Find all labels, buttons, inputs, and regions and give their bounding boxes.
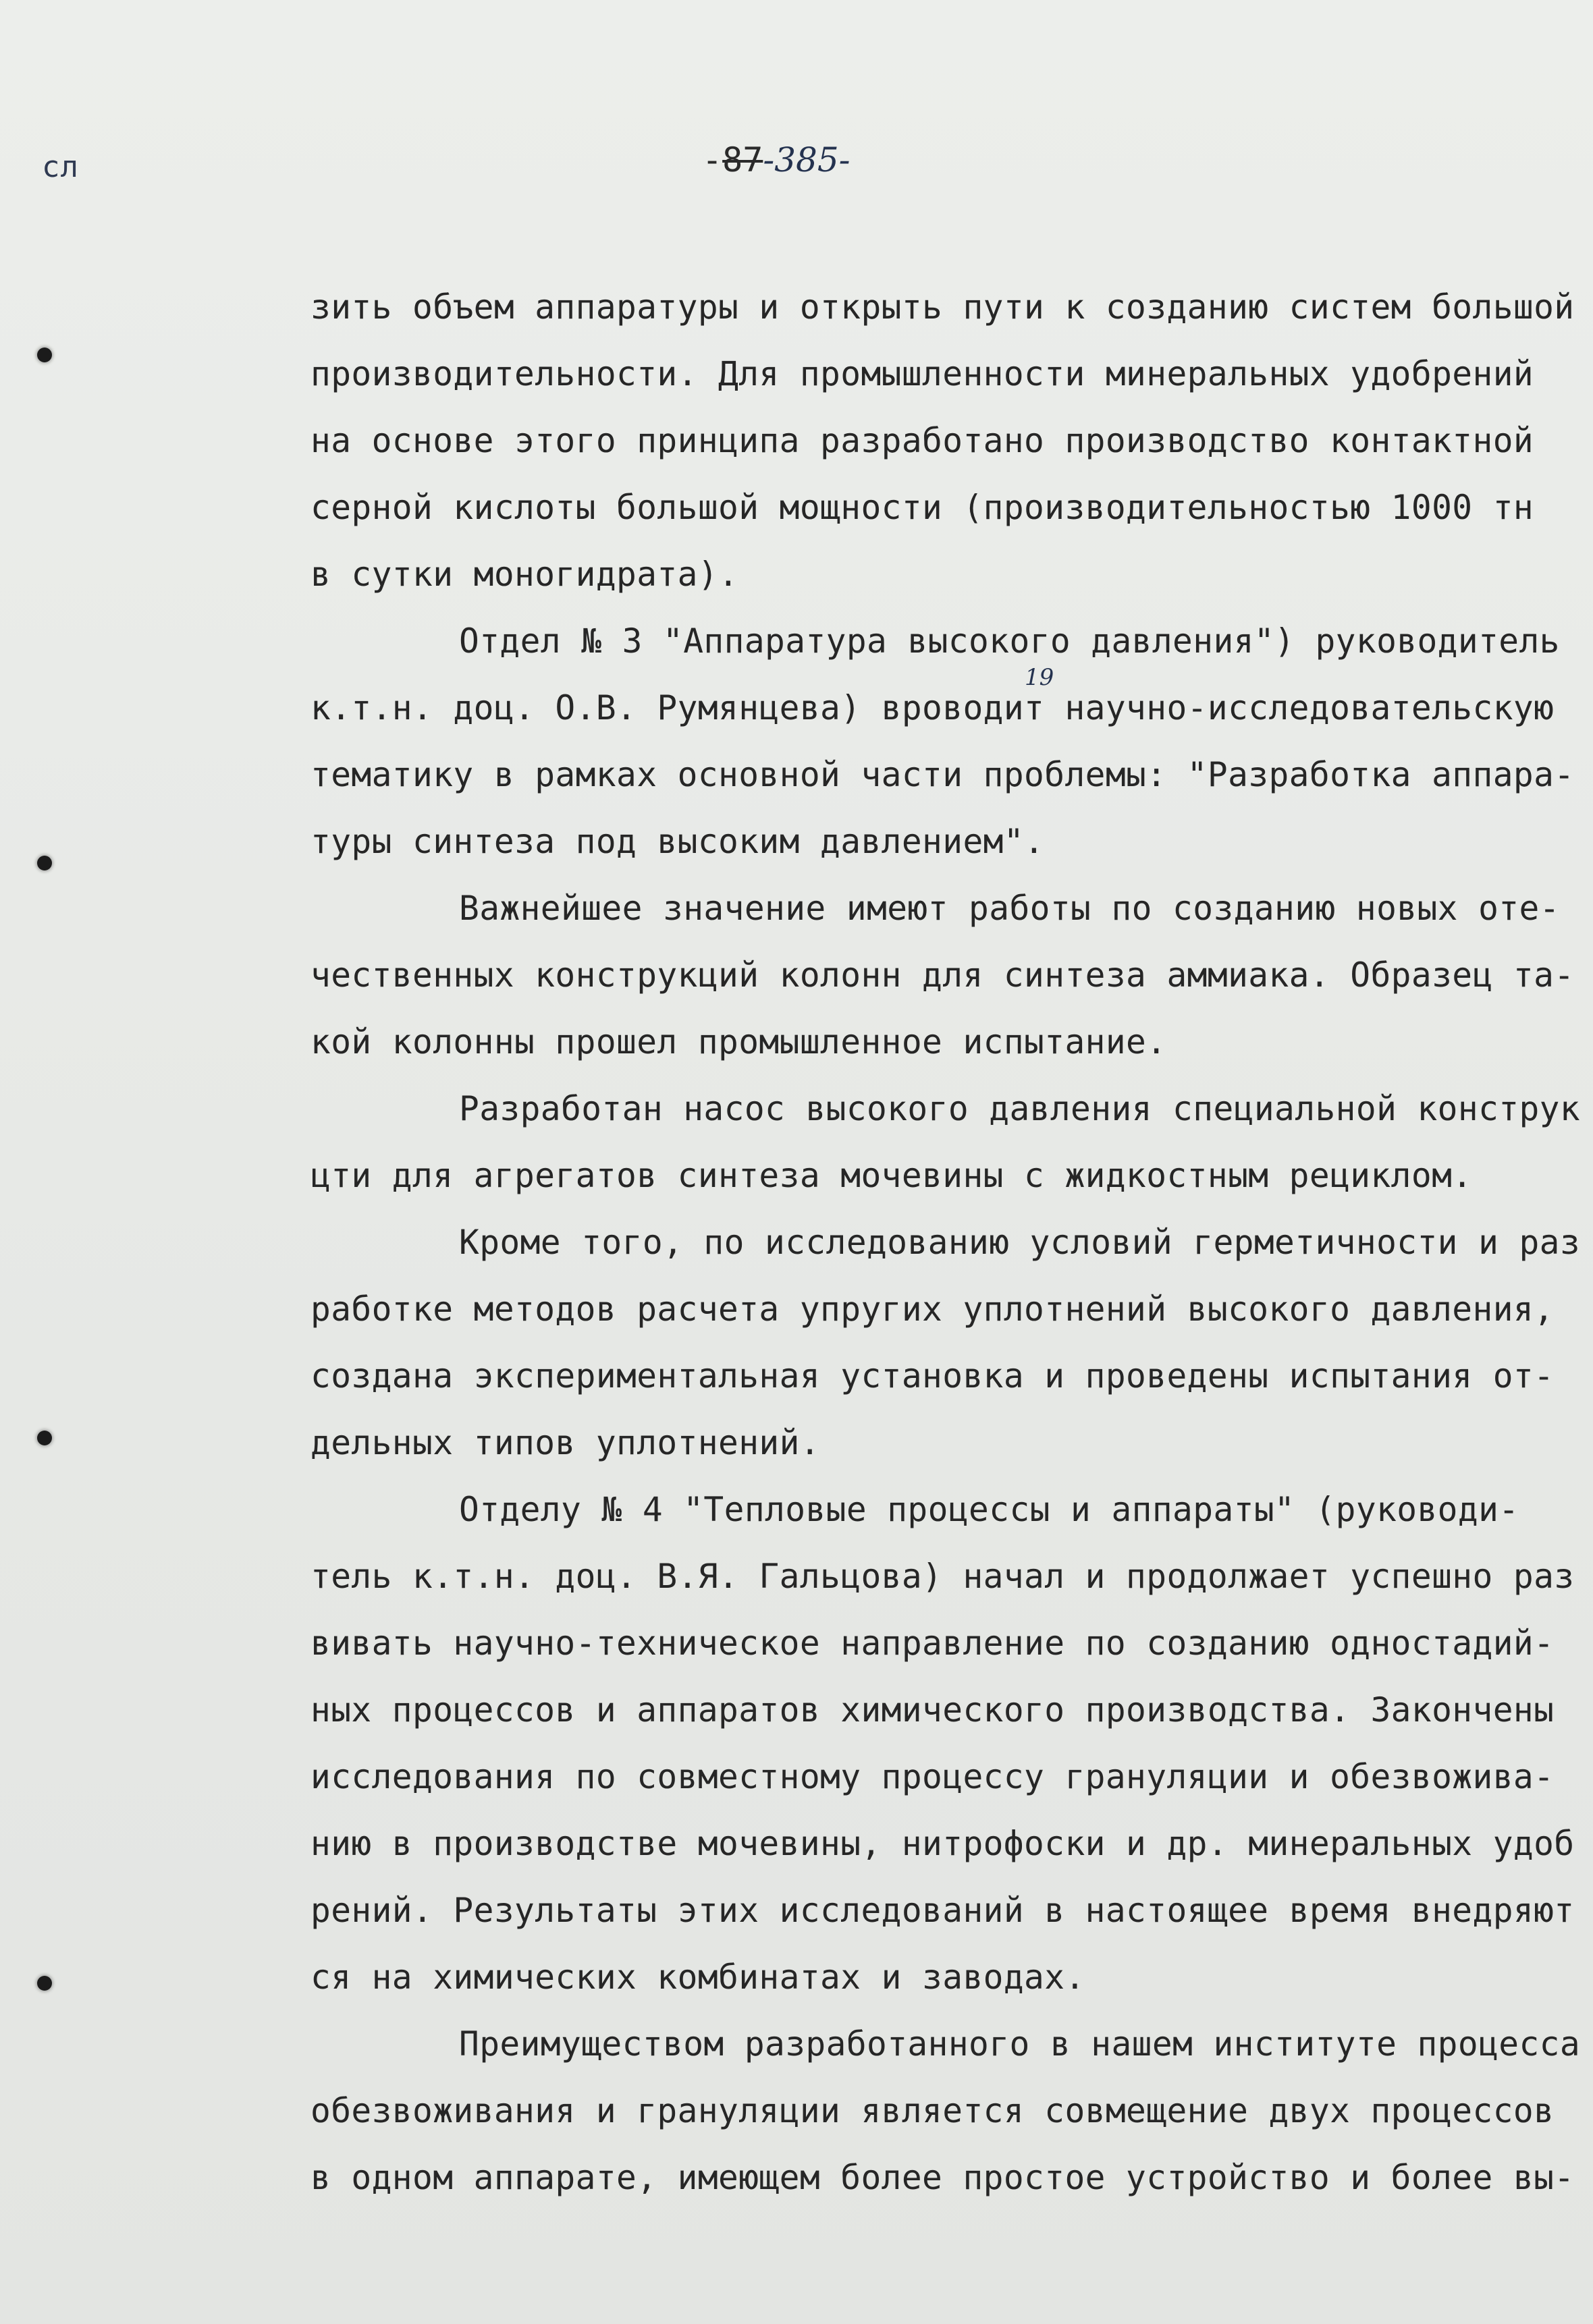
text-line: туры синтеза под высоким давлением".: [310, 822, 1045, 861]
paragraph-first-line: Отдел № 3 "Аппаратура высокого давления") руководитель: [459, 621, 1560, 661]
text-line: работке методов расчета упругих уплотнений высокого давления,: [310, 1290, 1555, 1329]
text-line: обезвоживания и грануляции является совмещение двух процессов: [310, 2091, 1555, 2130]
paragraph-first-line: Преимуществом разработанного в нашем институте процесса: [459, 2024, 1581, 2064]
text-line: вивать научно-техническое направление по созданию одностадий-: [310, 1624, 1555, 1663]
text-line: тель к.т.н. доц. В.Я. Гальцова) начал и продолжает успешно раз: [310, 1557, 1575, 1596]
text-line: создана экспериментальная установка и проведены испытания от-: [310, 1356, 1555, 1395]
paragraph-first-line: Отделу № 4 "Тепловые процессы и аппараты" (руководи-: [459, 1490, 1519, 1529]
page-number: [702, 140, 850, 179]
page-number-prefix: -: [702, 140, 723, 179]
text-line: ных процессов и аппаратов химического производства. Закончены: [310, 1690, 1555, 1730]
page-number-handwritten: -385-: [763, 140, 850, 179]
text-line: чественных конструкций колонн для синтеза аммиака. Образец та-: [310, 956, 1575, 995]
text-line: в одном аппарате, имеющем более простое устройство и более вы-: [310, 2158, 1575, 2197]
text-line: производительности. Для промышленности минеральных удобрений: [310, 354, 1534, 393]
text-line: на основе этого принципа разработано производство контактной: [310, 421, 1534, 460]
punch-hole: [37, 348, 52, 362]
punch-hole: [37, 856, 52, 870]
paragraph-first-line: Важнейшее значение имеют работы по созданию новых оте-: [459, 889, 1560, 928]
corner-mark: сл: [42, 150, 79, 184]
text-line: ся на химических комбинатах и заводах.: [310, 1958, 1085, 1997]
text-line: тематику в рамках основной части проблемы: "Разработка аппара-: [310, 755, 1575, 794]
text-line: рений. Результаты этих исследований в настоящее время внедряют: [310, 1891, 1575, 1930]
text-line: дельных типов уплотнений.: [310, 1423, 821, 1462]
page-number-crossed: 87: [722, 140, 763, 179]
handwritten-insert-mark: 19: [1025, 664, 1054, 691]
text-line: нию в производстве мочевины, нитрофоски и др. минеральных удоб: [310, 1824, 1575, 1863]
text-line: серной кислоты большой мощности (производительностью 1000 тн: [310, 488, 1534, 527]
text-line: исследования по совместному процессу грануляции и обезвожива-: [310, 1757, 1555, 1796]
text-line: кой колонны прошел промышленное испытание.: [310, 1022, 1167, 1061]
paragraph-first-line: Разработан насос высокого давления специальной конструк: [459, 1089, 1581, 1128]
text-line: в сутки моногидрата).: [310, 555, 739, 594]
text-line: к.т.н. доц. О.В. Румянцева) вроводит научно-исследовательскую: [310, 688, 1555, 727]
text-line: зить объем аппаратуры и открыть пути к созданию систем большой: [310, 287, 1575, 327]
paragraph-first-line: Кроме того, по исследованию условий герметичности и раз: [459, 1223, 1581, 1262]
punch-hole: [37, 1976, 52, 1991]
body-text: [310, 274, 1580, 2211]
punch-hole: [37, 1431, 52, 1445]
text-line: цти для агрегатов синтеза мочевины с жидкостным рециклом.: [310, 1156, 1473, 1195]
